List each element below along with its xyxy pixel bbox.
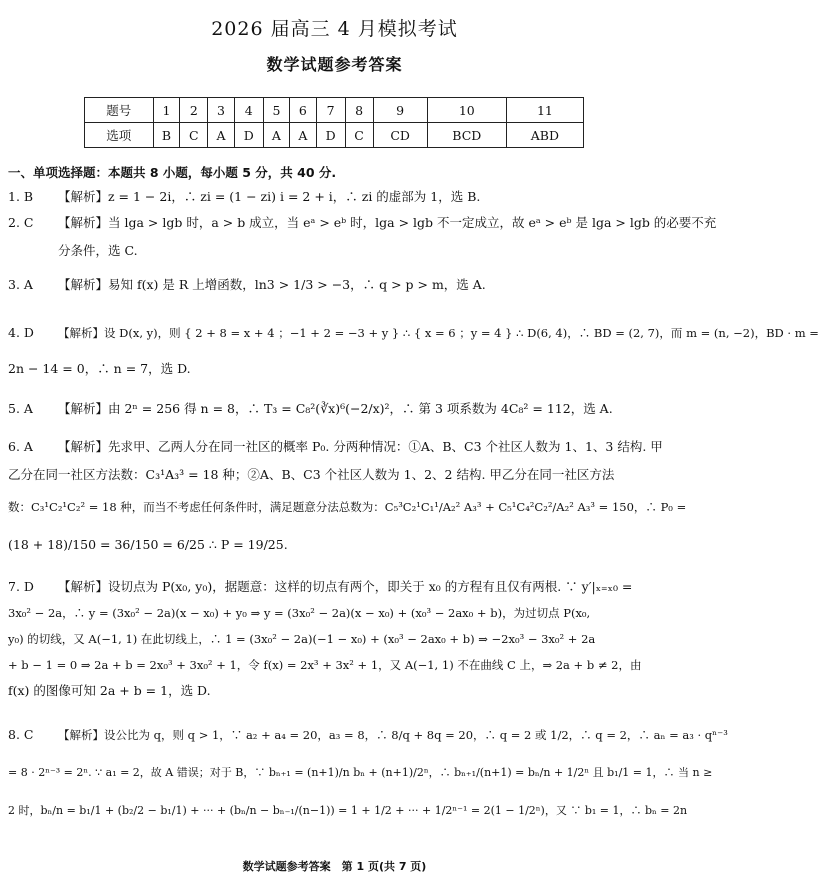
answer-cell: C: [180, 123, 208, 148]
question-2: [8, 212, 717, 262]
solution-line: 【解析】由 2ⁿ = 256 得 n = 8，∴ T₃ = C₈²(∛x)⁶(−2/x)²，∴ 第 3 项系数为 4C₈² = 112，选 A.: [58, 401, 613, 416]
solution-line: 数：C₃¹C₂¹C₂² = 18 种，而当不考虑任何条件时，满足题意分法总数为：C₅³C₂¹C₁¹/A₂² A₃³ + C₅¹C₄²C₂²/A₂² A₃³ = 150，∴ P₀ =: [8, 500, 687, 514]
answer-table-answer-row: [85, 123, 584, 148]
question-number-cell: 11: [506, 98, 583, 123]
row-label-number: 题号: [85, 98, 154, 123]
solution-line: 【解析】当 lga > lgb 时，a > b 成立，当 eᵃ > eᵇ 时，lga > lgb 不一定成立，故 eᵃ > eᵇ 是 lga > lgb 的必要不充: [58, 215, 717, 230]
answer-table: [84, 97, 584, 148]
question-5: [8, 398, 658, 420]
question-number-cell: 1: [153, 98, 180, 123]
answer-cell: C: [345, 123, 373, 148]
solution-line: 3x₀² − 2a，∴ y = (3x₀² − 2a)(x − x₀) + y₀ ⇒ y = (3x₀² − 2a)(x − x₀) + (x₀³ − 2ax₀ + b)，为过切点 P(x₀,: [8, 606, 591, 620]
question-number: 6. A: [8, 439, 33, 454]
answer-cell: BCD: [427, 123, 506, 148]
question-number-cell: 2: [180, 98, 208, 123]
solution-line: 2 时，bₙ/n = b₁/1 + (b₂/2 − b₁/1) + ··· + (bₙ/n − bₙ₋₁/(n−1)) = 1 + 1/2 + ··· + 1/2ⁿ⁻¹ = 2(1 − 1/2ⁿ)，又 ∵ b₁ = 1，∴ bₙ = 2n: [8, 804, 688, 817]
answer-cell: A: [208, 123, 234, 148]
solution-line: 2n − 14 = 0，∴ n = 7，选 D.: [8, 361, 191, 376]
question-number: 5. A: [8, 401, 33, 416]
solution-line: 【解析】先求甲、乙两人分在同一社区的概率 P₀. 分两种情况：①A、B、C3 个社区人数为 1、1、3 结构. 甲: [58, 439, 663, 454]
answer-cell: CD: [373, 123, 427, 148]
solution-line: y₀) 的切线，又 A(−1, 1) 在此切线上，∴ 1 = (3x₀² − 2a)(−1 − x₀) + (x₀³ − 2ax₀ + b) ⇒ −2x₀³ − 3x₀² + 2a: [8, 632, 596, 646]
question-1: [8, 186, 658, 208]
solution-line: 乙分在同一社区方法数：C₃¹A₃³ = 18 种；②A、B、C3 个社区人数为 1、2、2 结构. 甲乙分在同一社区方法: [8, 467, 615, 482]
question-number-cell: 5: [263, 98, 289, 123]
answer-cell: D: [316, 123, 345, 148]
answer-cell: D: [234, 123, 263, 148]
question-number-cell: 6: [290, 98, 316, 123]
solution-line: 【解析】设切点为 P(x₀, y₀)，据题意：这样的切点有两个，即关于 x₀ 的方程有且仅有两根. ∵ y′|ₓ₌ₓ₀ =: [58, 579, 633, 594]
page-subtitle: 数学试题参考答案: [266, 55, 403, 74]
solution-line: 【解析】设公比为 q，则 q > 1，∵ a₂ + a₄ = 20，a₃ = 8，∴ 8/q + 8q = 20，∴ q = 2 或 1/2，∴ q = 2，∴ aₙ = a₃ · qⁿ⁻³: [58, 728, 728, 742]
solution-line: 【解析】易知 f(x) 是 R 上增函数，ln3 > 1/3 > −3，∴ q > p > m，选 A.: [58, 277, 486, 292]
question-number-cell: 10: [427, 98, 506, 123]
solution-line: 【解析】z = 1 − 2i，∴ zi = (1 − zi) i = 2 + i，∴ zi 的虚部为 1，选 B.: [58, 189, 481, 204]
question-number: 1. B: [8, 189, 34, 204]
question-7: [8, 576, 658, 702]
solution-line: 分条件，选 C.: [58, 243, 138, 258]
solution-line: = 8 · 2ⁿ⁻³ = 2ⁿ. ∵ a₁ = 2，故 A 错误；对于 B，∵ bₙ₊₁ = (n+1)/n bₙ + (n+1)/2ⁿ，∴ bₙ₊₁/(n+1) = bₙ/n + 1/2ⁿ 且 b₁/1 = 1，∴ 当 n ≥: [8, 766, 713, 779]
solution-line: + b − 1 = 0 ⇒ 2a + b = 2x₀³ + 3x₀² + 1，令 f(x) = 2x³ + 3x² + 1，又 A(−1, 1) 不在曲线 C 上，⇒ 2a + b ≠ 2，由: [8, 658, 642, 672]
question-number-cell: 4: [234, 98, 263, 123]
question-number: 8. C: [8, 727, 34, 742]
answer-cell: A: [263, 123, 289, 148]
question-3: [8, 274, 658, 296]
answer-cell: A: [290, 123, 316, 148]
question-number: 7. D: [8, 579, 34, 594]
question-8: [8, 724, 728, 822]
solution-line: (18 + 18)/150 = 36/150 = 6/25 ∴ P = 19/25.: [8, 537, 288, 552]
answer-cell: ABD: [506, 123, 583, 148]
question-6: [8, 436, 687, 556]
question-number: 4. D: [8, 325, 34, 340]
answer-table-number-row: [85, 98, 584, 123]
page-title: 2026 届高三 4 月模拟考试: [211, 18, 458, 40]
section-heading: 一、单项选择题：本题共 8 小题，每小题 5 分，共 40 分.: [8, 165, 337, 180]
page-footer: 数学试题参考答案 第 1 页(共 7 页): [242, 860, 427, 873]
question-number-cell: 8: [345, 98, 373, 123]
question-number: 3. A: [8, 277, 33, 292]
question-number: 2. C: [8, 215, 34, 230]
solution-line: 【解析】设 D(x, y)，则 { 2 + 8 = x + 4 ；−1 + 2 = −3 + y } ∴ { x = 6 ；y = 4 } ∴ D(6, 4)，∴ BD = (2, 7)，而 m = (n, −2)，BD · m =: [58, 326, 819, 340]
answer-cell: B: [153, 123, 180, 148]
question-number-cell: 9: [373, 98, 427, 123]
question-number-cell: 7: [316, 98, 345, 123]
row-label-answer: 选项: [85, 123, 154, 148]
question-number-cell: 3: [208, 98, 234, 123]
solution-line: f(x) 的图像可知 2a + b = 1，选 D.: [8, 683, 211, 698]
question-4: [8, 322, 819, 380]
